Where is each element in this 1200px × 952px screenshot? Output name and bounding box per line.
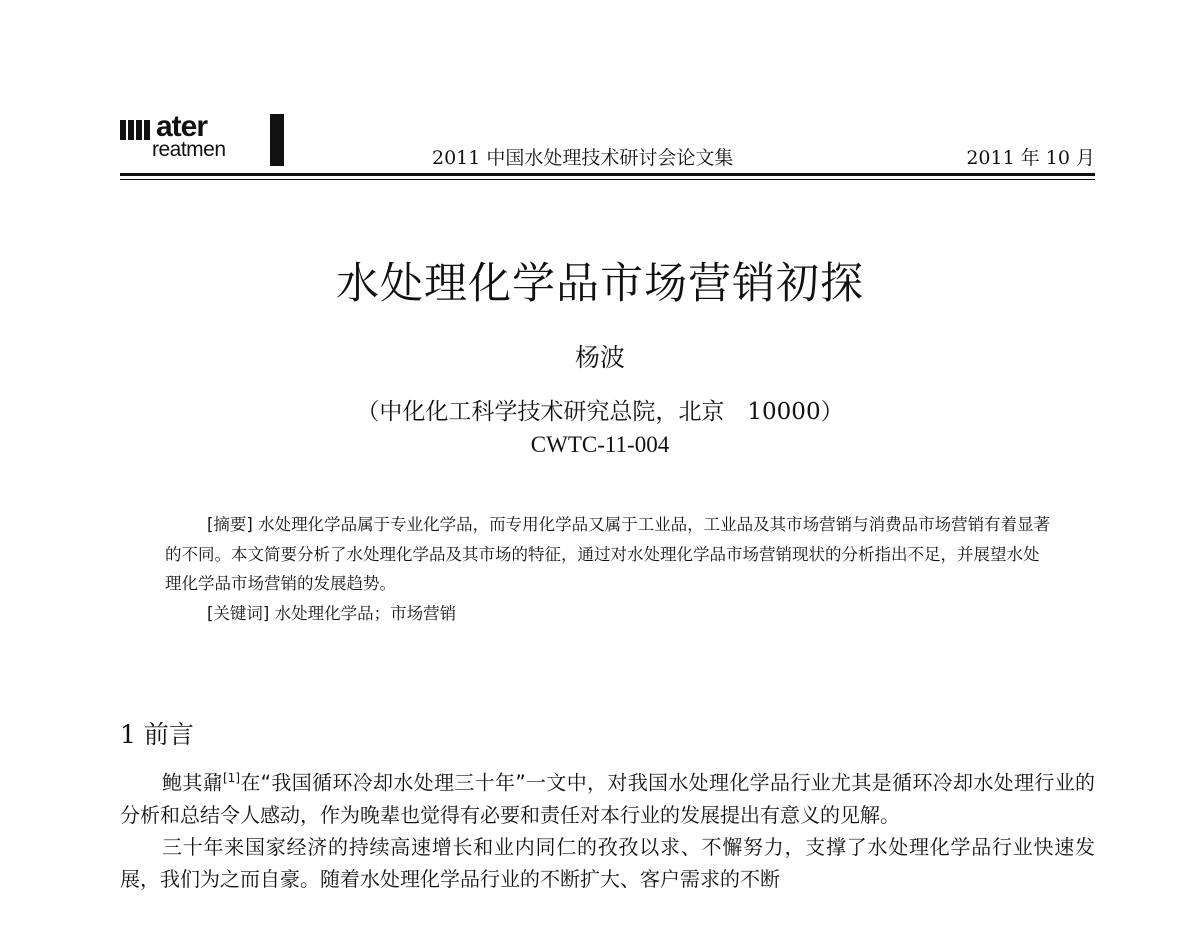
journal-logo xyxy=(120,110,290,172)
header-rule-thin xyxy=(120,179,1095,180)
body-paragraph-2: 三十年来国家经济的持续高速增长和业内同仁的孜孜以求、不懈努力，支撑了水处理化学品行业快速发展，我们为之而自豪。随着水处理化学品行业的不断扩大、客户需求的不断 xyxy=(120,834,1095,891)
issue-date: 2011 年 10 月 xyxy=(966,147,1095,169)
cited-author: 鲍其鼐 xyxy=(162,770,223,795)
citation-ref: [1] xyxy=(223,771,240,785)
paper-author: 杨波 xyxy=(574,343,625,372)
section-heading: 1 前言 xyxy=(120,720,194,749)
header-rule-thick xyxy=(120,173,1095,176)
logo-bars-icon xyxy=(120,118,152,142)
paper-title: 水处理化学品市场营销初探 xyxy=(336,259,864,309)
journal-name: 2011 中国水处理技术研讨会论文集 xyxy=(432,147,734,169)
paragraph-1-text: 在“我国循环冷却水处理三十年”一文中，对我国水处理化学品行业尤其是循环冷却水处理行业的分析和总结令人感动，作为晚辈也觉得有必要和责任对本行业的发展提出有意义的见解。 xyxy=(120,770,1095,827)
logo-word-water: ater xyxy=(156,110,208,143)
keywords-text: [关键词] 水处理化学品；市场营销 xyxy=(207,603,457,623)
logo-word-treatment: reatmen xyxy=(152,138,226,161)
paper-code: CWTC-11-004 xyxy=(530,432,670,457)
paper-affiliation: （中化化工科学技术研究总院，北京 10000） xyxy=(356,399,844,425)
body-text xyxy=(120,762,1095,895)
logo-badge-icon xyxy=(270,114,284,166)
body-paragraph-1 xyxy=(120,762,1095,831)
abstract-text: [摘要] 水处理化学品属于专业化学品，而专用化学品又属于工业品，工业品及其市场营销与消费品市场营销有着显著的不同。本文简要分析了水处理化学品及其市场的特征，通过对水处理化学品市场营销现状的分析指出不足，并展望水处理化学品市场营销的发展趋势。 xyxy=(165,515,1051,593)
abstract-block xyxy=(165,510,1055,628)
